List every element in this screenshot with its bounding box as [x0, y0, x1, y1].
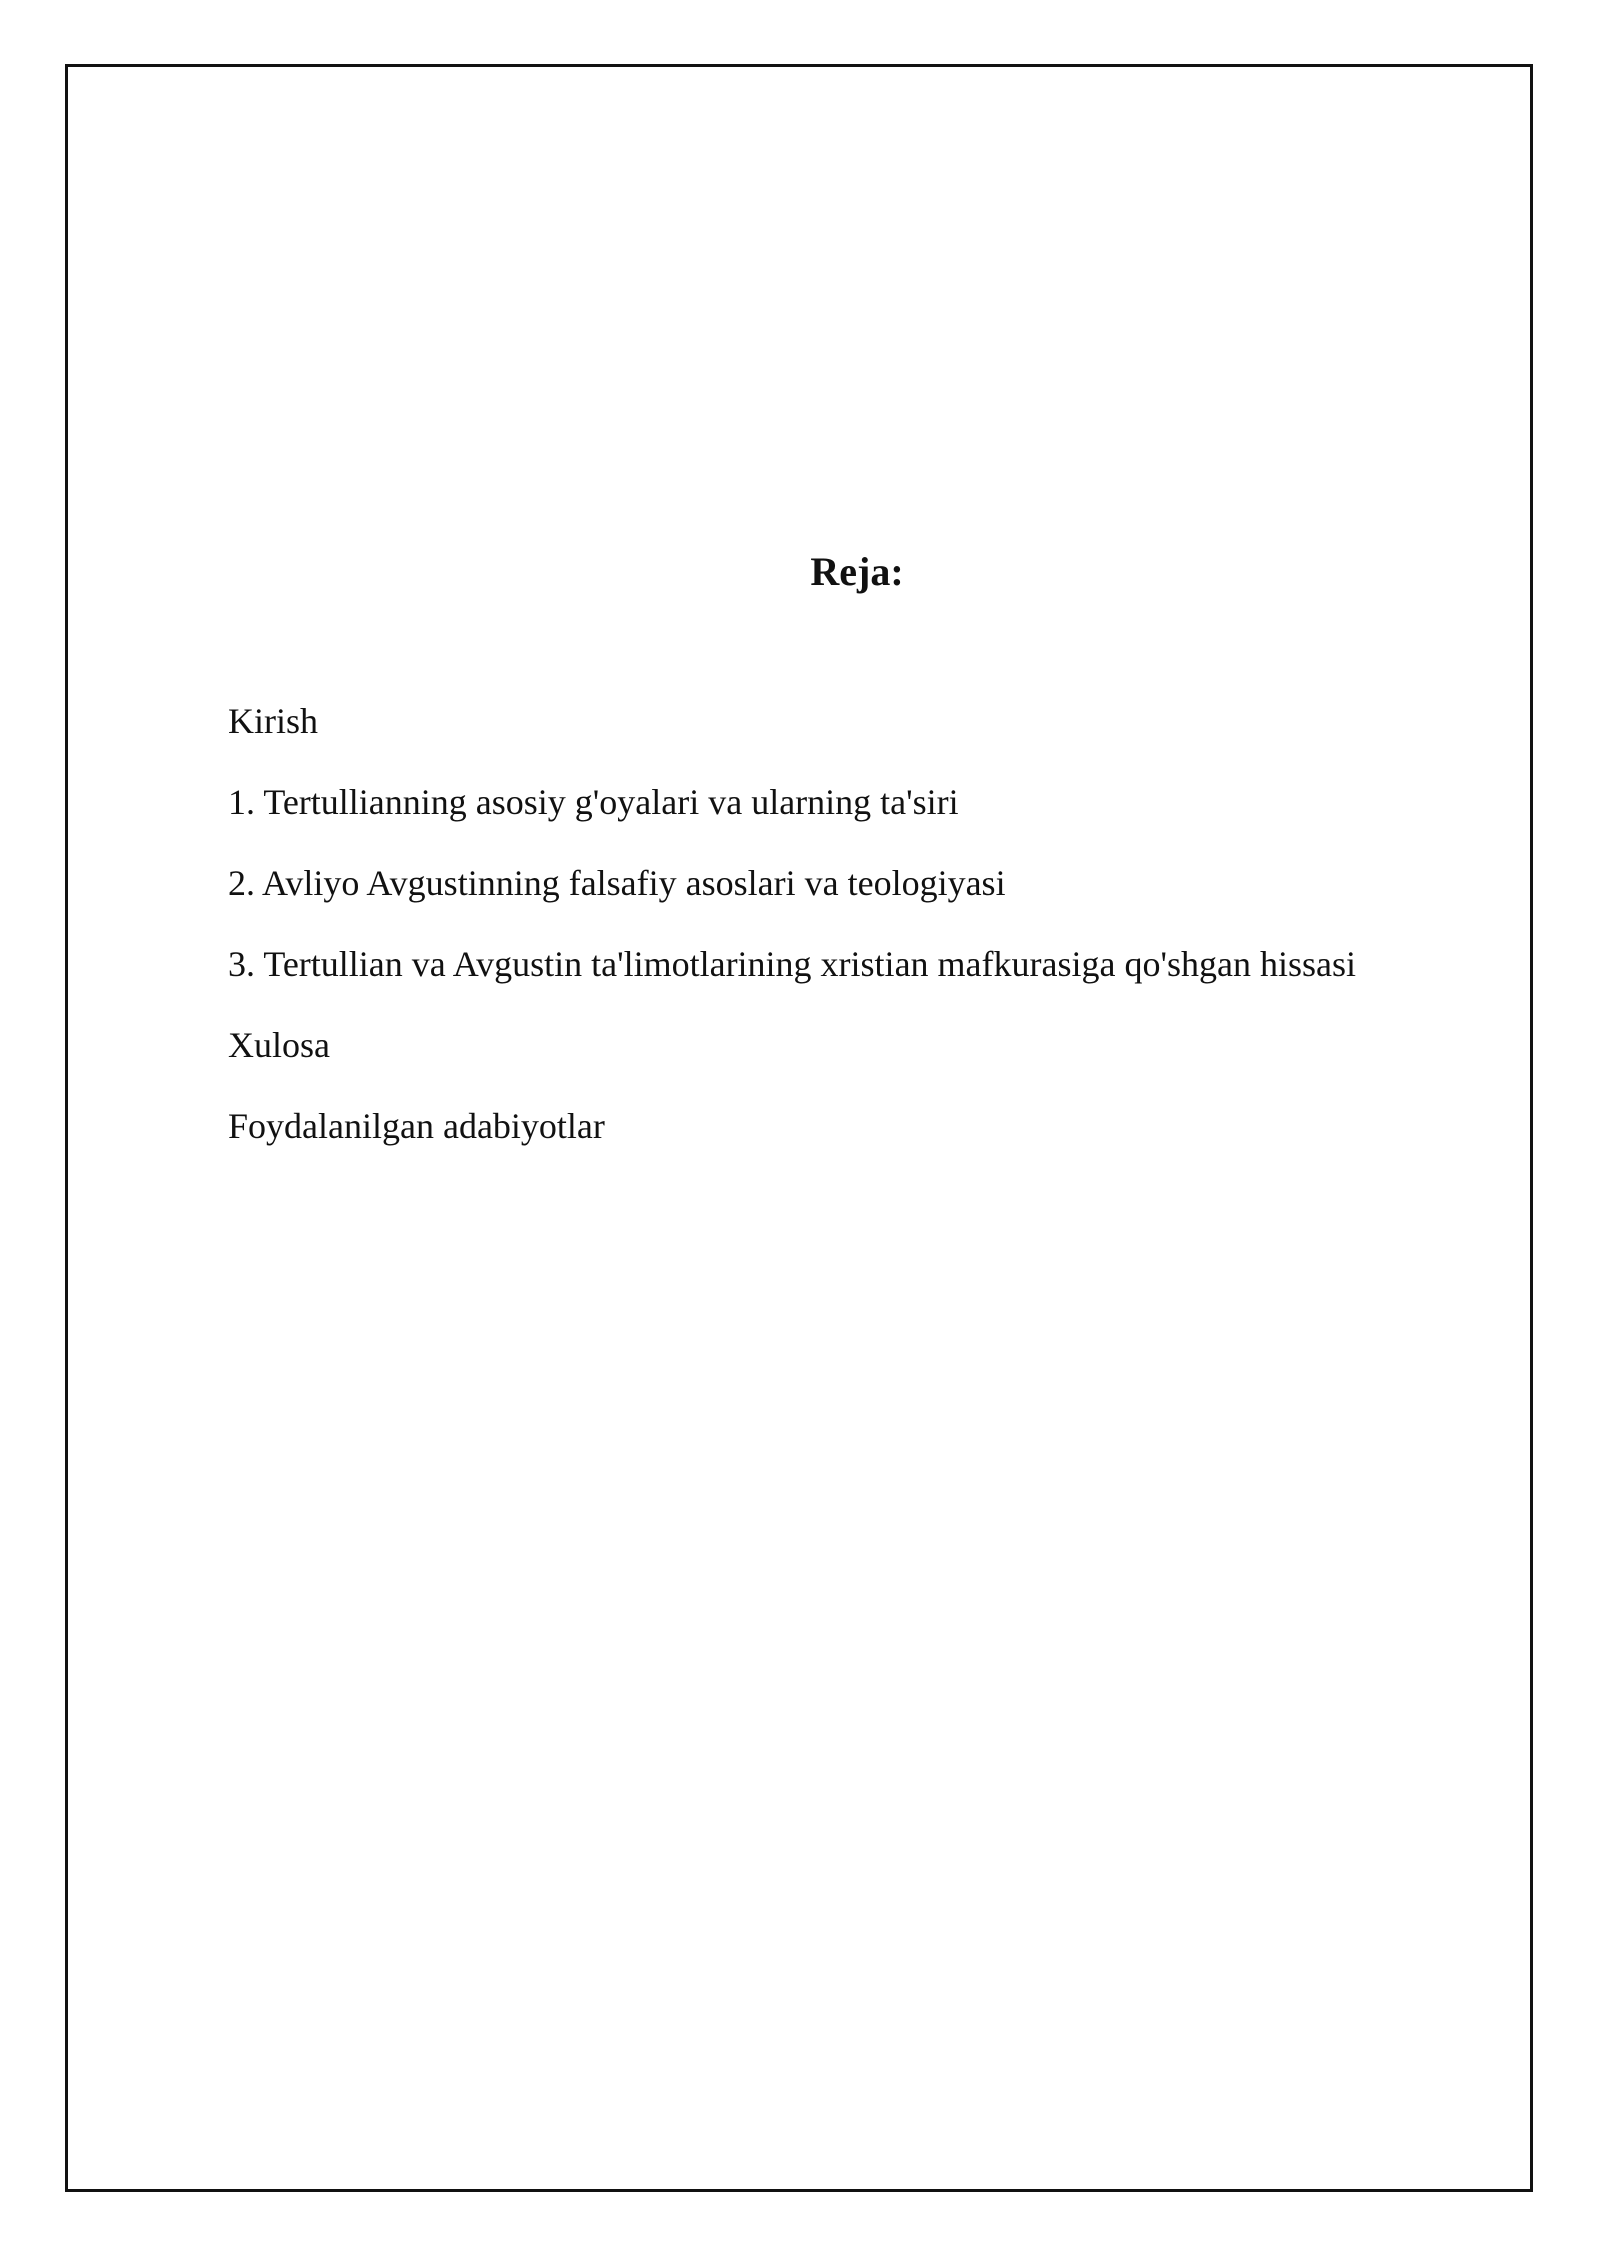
plan-title: Reja:: [810, 549, 904, 594]
plan-item-conclusion: Xulosa: [228, 1025, 330, 1065]
plan-item-references: Foydalanilgan adabiyotlar: [228, 1106, 605, 1146]
plan-item-chapter-3: 3. Tertullian va Avgustin ta'limotlarining xristian mafkurasiga qo'shgan hissasi: [228, 944, 1356, 984]
plan-item-chapter-2: 2. Avliyo Avgustinning falsafiy asoslari va teologiyasi: [228, 863, 1006, 903]
plan-item-introduction: Kirish: [228, 701, 318, 741]
plan-item-chapter-1: 1. Tertullianning asosiy g'oyalari va ularning ta'siri: [228, 782, 959, 822]
plan-list: [228, 696, 1508, 1182]
